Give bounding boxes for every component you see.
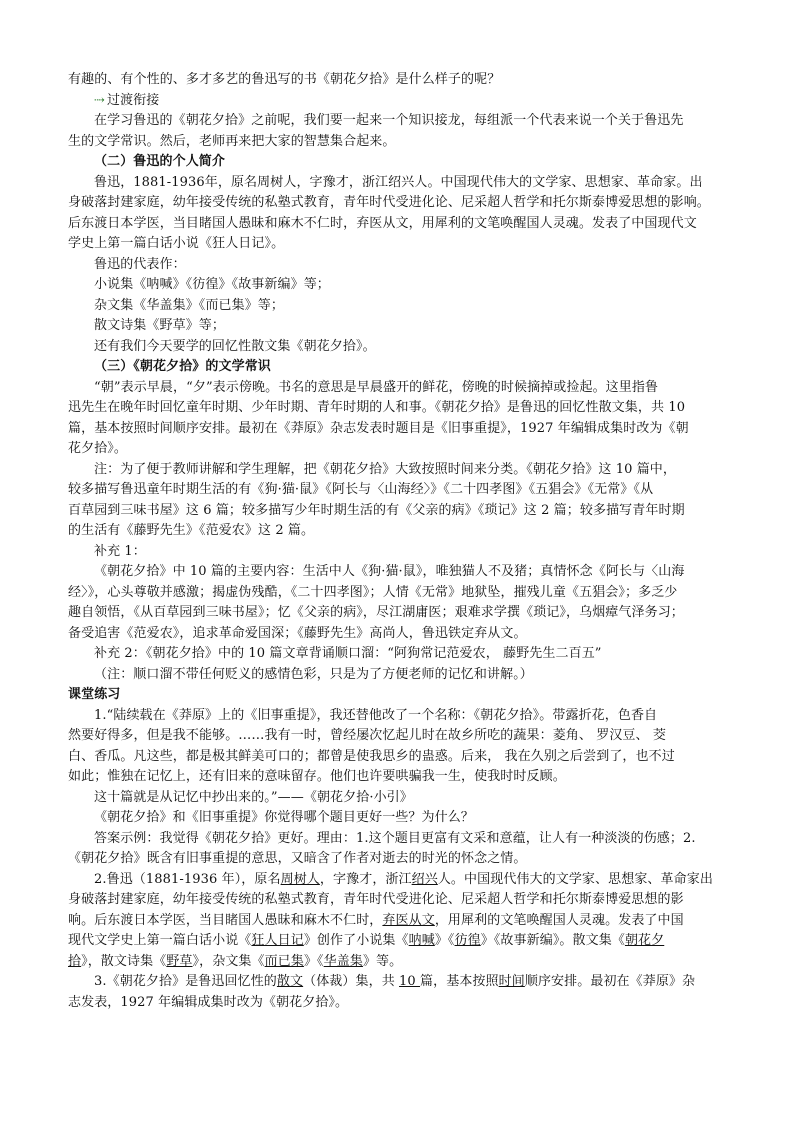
arrow-icon: ⇢	[94, 92, 105, 108]
text-line	[68, 706, 728, 727]
text-line	[68, 152, 728, 173]
line-text: 经〉》，心头尊敬并感激；揭虚伪残酷，《二十四孝图》；人情《无常》地狱坠，摧残儿童《五猖会》；多乏少	[68, 584, 678, 600]
text-line	[68, 439, 728, 460]
line-text: 备受追害《范爱农》，追求革命爱国深；《藤野先生》高尚人，鲁迅铁定弃从文。	[68, 625, 527, 641]
text-line	[68, 419, 728, 440]
text-line	[68, 91, 728, 112]
answer-blank: 散文	[276, 974, 304, 989]
text-line	[68, 644, 728, 665]
line-text: “朝”表示早晨，“夕”表示傍晚。书名的意思是早晨盛开的鲜花，傍晚的时候摘掉或捡起。这里指鲁	[94, 379, 659, 395]
answer-blank: 呐喊	[408, 933, 435, 948]
line-text: 《朝花夕拾》和《旧事重提》你觉得哪个题目更好一些？为什么？	[94, 810, 474, 825]
exercise-2-line-1: 2.鲁迅（1881-1936 年），原名周树人，字豫才，浙江绍兴人。中国现代伟大的文学家、思想家、革命家出	[94, 871, 713, 887]
line-text: 补充 2：《朝花夕拾》中的 10 篇文章背诵顺口溜：“阿狗常记范爱农， 藤野先生二百五”	[94, 646, 602, 661]
line-text: 鲁迅的代表作：	[94, 256, 186, 272]
text-line	[68, 357, 728, 378]
line-text: 在学习鲁迅的《朝花夕拾》之前呢，我们要一起来一个知识接龙，每组派一个代表来说一个关于鲁迅先	[94, 113, 684, 128]
text-line	[68, 70, 728, 91]
text-line	[68, 562, 728, 583]
text-line	[68, 849, 728, 870]
answer-blank: 时间	[498, 974, 525, 989]
text-line	[68, 583, 728, 604]
exercise-2-line-4: 现代文学史上第一篇白话小说《狂人日记》创作了小说集《呐喊》《彷徨》《故事新编》。散文集《朝花夕	[68, 933, 665, 948]
line-text: 这十篇就是从记忆中抄出来的。”——《朝花夕拾·小引》	[94, 789, 413, 805]
text-line	[68, 685, 728, 706]
line-text: 有趣的、有个性的、多才多艺的鲁迅写的书《朝花夕拾》是什么样子的呢？	[68, 72, 501, 87]
line-text: 注：为了便于教师讲解和学生理解，把《朝花夕拾》大致按照时间来分类。《朝花夕拾》这 10 篇中，	[94, 461, 677, 477]
line-text: 《朝花夕拾》中 10 篇的主要内容：生活中人《狗·猫·鼠》，唯独猫人不及猪；真情怀念《阿长与〈山海	[94, 564, 685, 579]
text-line	[68, 501, 728, 522]
text-line	[68, 521, 728, 542]
line-text: （三）《朝花夕拾》的文学常识	[94, 359, 271, 374]
line-text: 散文诗集《野草》等；	[94, 318, 226, 333]
line-text: 鲁迅，1881-1936年，原名周树人，字豫才，浙江绍兴人。中国现代伟大的文学家、思想家、革命家。出	[94, 174, 703, 190]
document-body	[68, 70, 728, 1013]
text-line	[68, 624, 728, 645]
text-line	[68, 132, 728, 153]
line-text: 学史上第一篇白话小说《狂人日记》。	[68, 236, 285, 251]
answer-blank: 野草	[166, 953, 193, 969]
text-line	[68, 747, 728, 768]
line-text: 花夕拾》。	[68, 441, 128, 456]
line-text: 白、香瓜。凡这些，都是极其鲜美可口的；都曾是使我思乡的蛊惑。后来， 我在久别之后尝到了，也不过	[68, 748, 675, 764]
answer-blank: 朝花夕	[624, 933, 665, 948]
text-line	[68, 788, 728, 809]
text-line	[68, 603, 728, 624]
answer-blank: 绍兴	[411, 871, 438, 887]
text-line	[68, 460, 728, 481]
line-text: 后东渡日本学医，当目睹国人愚昧和麻木不仁时，弃医从文，用犀利的文笔唤醒国人灵魂。发表了中国现代文	[68, 215, 697, 231]
line-text: 较多描写鲁迅童年时期生活的有《狗·猫·鼠》《阿长与〈山海经〉》《二十四孝图》《五猖会》《无常》《从	[68, 482, 654, 497]
line-text: 的生活有《藤野先生》《范爱农》这 2 篇。	[68, 523, 315, 538]
line-text: 趣自领悟，《从百草园到三味书屋》；忆《父亲的病》，尽江湖庸医；艰难求学撰《琐记》，乌烟瘴气泽务习；	[68, 605, 684, 620]
line-text: 百草园到三味书屋》这 6 篇；较多描写少年时期生活的有《父亲的病》《琐记》这 2 篇；较多描写青年时期	[68, 502, 685, 518]
text-line	[68, 829, 728, 850]
text-line	[68, 296, 728, 317]
line-text: 篇，基本按照时间顺序安排。最初在《莽原》杂志发表时题目是《旧事重提》，1927 年编辑成集时改为《朝	[68, 420, 689, 436]
exercise-2-line-5: 拾》，散文诗集《野草》，杂文集《而已集》《华盖集》等。	[68, 953, 403, 969]
text-line	[68, 173, 728, 194]
text-line	[68, 665, 728, 686]
line-text: （二）鲁迅的个人简介	[94, 154, 226, 169]
answer-blank: 狂人日记	[251, 933, 304, 948]
text-line	[68, 398, 728, 419]
line-text: 生的文学常识。然后，老师再来把大家的智慧集合起来。	[68, 133, 396, 149]
text-line	[68, 193, 728, 214]
exercise-2-line-3: 响。后东渡日本学医，当目睹国人愚昧和麻木不仁时，弃医从文，用犀利的文笔唤醒国人灵魂。发表了中国	[68, 912, 684, 928]
text-line	[68, 337, 728, 358]
text-line	[68, 378, 728, 399]
line-text: 然要好得多，但是我不能够。……我有一时，曾经屡次忆起儿时在故乡所吃的蔬果：菱角、 罗汉豆、 茭	[68, 728, 666, 743]
line-text: 补充 1：	[94, 543, 146, 559]
answer-blank: 而已集	[264, 953, 304, 969]
text-line	[68, 255, 728, 276]
line-text: 杂文集《华盖集》《而已集》等；	[94, 297, 285, 313]
line-text: 还有我们今天要学的回忆性散文集《朝花夕拾》。	[94, 338, 376, 354]
text-line	[68, 275, 728, 296]
line-text: 1.“陆续载在《莽原》上的《旧事重提》，我还替他改了一个名称：《朝花夕拾》。带露折花，色香自	[94, 707, 658, 723]
exercise-3	[68, 972, 728, 1013]
exercise-2	[68, 870, 728, 973]
text-line	[68, 480, 728, 501]
line-text: 课堂练习	[68, 687, 121, 702]
text-line	[68, 234, 728, 255]
exercise-3-line-1: 3.《朝花夕拾》是鲁迅回忆性的散文（体裁）集，共 10 篇，基本按照时间顺序安排。最初在《莽原》杂	[94, 974, 696, 989]
answer-blank: 拾	[68, 953, 82, 969]
line-text: 小说集《呐喊》《彷徨》《故事新编》等；	[94, 277, 330, 292]
text-line	[68, 767, 728, 788]
line-text: 迅先生在晚年时回忆童年时期、少年时期、青年时期的人和事。《朝花夕拾》是鲁迅的回忆性散文集，共 10	[68, 400, 686, 415]
answer-blank: 弃医从文	[382, 912, 435, 928]
line-text: （注：顺口溜不带任何贬义的感情色彩，只是为了方便老师的记忆和讲解。）	[94, 666, 533, 682]
text-line	[68, 808, 728, 829]
answer-blank: 周树人	[280, 871, 320, 887]
line-text: 如此；惟独在记忆上，还有旧来的意味留存。他们也许要哄骗我一生，使我时时反顾。	[68, 769, 566, 784]
answer-blank: 华盖集	[323, 953, 363, 969]
text-line	[68, 316, 728, 337]
text-lines	[68, 70, 728, 870]
line-text: 《朝花夕拾》既含有旧事重提的意思，又暗含了作者对逝去的时光的怀念之情。	[68, 851, 527, 866]
answer-blank: 彷徨	[454, 933, 481, 948]
text-line	[68, 542, 728, 563]
text-line	[68, 726, 728, 747]
exercise-3-line-2: 志发表，1927 年编辑成集时改为《朝花夕拾》。	[68, 994, 349, 1010]
text-line	[68, 111, 728, 132]
exercise-2-line-2: 身破落封建家庭，幼年接受传统的私塾式教育，青年时代受进化论、尼采超人哲学和托尔斯泰博爱思想的影	[68, 892, 684, 907]
line-text: 身破落封建家庭，幼年接受传统的私塾式教育，青年时代受进化论、尼采超人哲学和托尔斯泰博爱思想的影响。	[68, 195, 710, 210]
answer-blank: 10	[399, 974, 421, 989]
line-text: 答案示例：我觉得《朝花夕拾》更好。理由：1.这个题目更富有文采和意蕴，让人有一种淡淡的伤感；2.	[94, 830, 696, 846]
text-line	[68, 214, 728, 235]
line-text: 过渡衔接	[107, 92, 160, 108]
